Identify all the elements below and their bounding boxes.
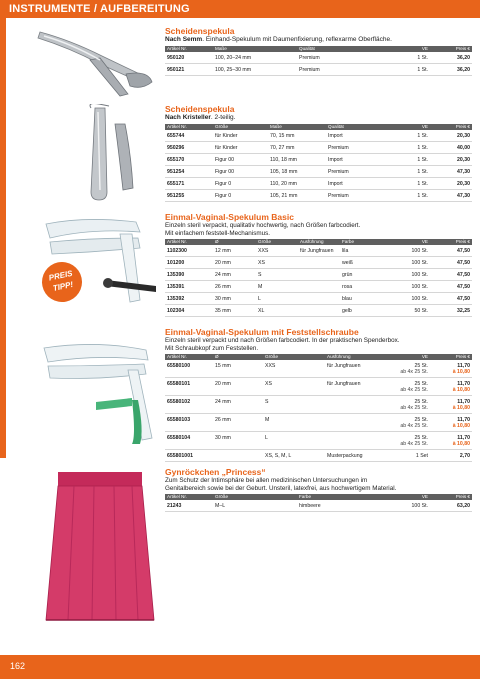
table-row: 950121 100, 25–30 mm Premium 1 St. 36,20 <box>165 64 472 76</box>
table-row: 102304 35 mm XL gelb 50 St. 32,25 <box>165 305 472 317</box>
table-header-row: Artikel Nr. Ø Größe Ausführung Farbe VE Preis € <box>167 239 470 245</box>
section-screw <box>165 327 472 462</box>
gyn-skirt-image <box>40 468 160 628</box>
table-row: 950296 für Kinder 70, 27 mm Premium 1 St. 40,00 <box>165 142 472 154</box>
section-subtitle: Nach Semm. Einhand-Spekulum mit Daumenfixierung, reflexarme Oberfläche. <box>165 36 392 43</box>
section-kristeller <box>165 104 472 202</box>
table-header-row: Artikel Nr. Größe Maße Qualität VE Preis € <box>167 124 470 129</box>
section-description: Mit Schraubkopf zum Feststellen. <box>165 344 259 352</box>
product-table <box>165 46 472 76</box>
product-table <box>165 124 472 202</box>
table-row: 65580101 20 mm XS für Jungfrauen 25 St. ab 4x 25 St. 11,70 à 10,80 <box>165 378 472 396</box>
section-subtitle: Nach Kristeller. 2-teilig. <box>165 114 236 121</box>
table-row: 655170 Figur 00 110, 18 mm Import 1 St. 20,30 <box>165 154 472 166</box>
table-header-row: Artikel Nr. Maße Qualität VE Preis € <box>167 46 470 51</box>
table-header-row: Artikel Nr. Größe Farbe VE Preis € <box>167 494 470 500</box>
table-row: 951254 Figur 00 105, 18 mm Premium 1 St. 47,30 <box>165 166 472 178</box>
table-row: 65580102 24 mm S 25 St. ab 4x 25 St. 11,70 à 10,80 <box>165 396 472 414</box>
table-row: 951255 Figur 0 105, 21 mm Premium 1 St. 47,30 <box>165 190 472 202</box>
page-footer <box>0 655 480 679</box>
page-number: 162 <box>10 661 26 671</box>
speculum-screw-image <box>36 340 161 450</box>
section-title: Einmal-Vaginal-Spekulum Basic <box>165 212 294 222</box>
section-gynroeckchen <box>165 467 472 512</box>
section-basic <box>165 212 472 317</box>
section-title: Scheidenspekula <box>165 104 235 114</box>
speculum-kristeller-image <box>85 104 145 204</box>
speculum-semm-image <box>30 30 155 100</box>
product-table <box>165 494 472 512</box>
section-description: Mit einfachem feststell-Mechanismus. <box>165 229 270 237</box>
table-row: 101200 20 mm XS weiß 100 St. 47,50 <box>165 257 472 269</box>
side-accent-bar <box>0 18 6 458</box>
table-row: 135390 24 mm S grün 100 St. 47,50 <box>165 269 472 281</box>
page-header <box>0 0 480 18</box>
product-table <box>165 239 472 317</box>
table-row: 655171 Figur 0 110, 20 mm Import 1 St. 20,30 <box>165 178 472 190</box>
table-row: 65580100 15 mm XXS für Jungfrauen 25 St. ab 4x 25 St. 11,70 à 10,80 <box>165 360 472 378</box>
table-row: 135391 26 mm M rosa 100 St. 47,50 <box>165 281 472 293</box>
table-row: 950120 100, 20–24 mm Premium 1 St. 36,20 <box>165 52 472 64</box>
table-row: 135392 30 mm L blau 100 St. 47,50 <box>165 293 472 305</box>
table-row: 655744 für Kinder 70, 15 mm Import 1 St. 20,30 <box>165 130 472 142</box>
section-description: Genitalbereich sowie bei der Geburt. Unsteril, latexfrei, aus hochwertigem Material. <box>165 484 397 492</box>
table-row: 65580103 26 mm M 25 St. ab 4x 25 St. 11,70 à 10,80 <box>165 414 472 432</box>
price-tip-badge: PREIS TIPP! <box>38 258 85 305</box>
page-title: INSTRUMENTE / AUFBEREITUNG <box>9 3 190 15</box>
product-table <box>165 354 472 462</box>
section-title: Einmal-Vaginal-Spekulum mit Feststellschraube <box>165 327 359 337</box>
section-description: Einzeln steril verpackt und nach Größen farbcodiert. In der praktischen Spenderbox. <box>165 337 400 344</box>
table-row: 1102300 12 mm XXS für Jungfrauen lila 100 St. 47,50 <box>165 245 472 257</box>
table-header-row: Artikel Nr. Ø Größe Ausführung VE Preis € <box>167 354 470 360</box>
section-title: Scheidenspekula <box>165 26 235 36</box>
table-row: 655801001 XS, S, M, L Musterpackung 1 Set 2,70 <box>165 450 472 462</box>
section-title: Gynröckchen „Princess“ <box>165 467 266 477</box>
section-description: Zum Schutz der Intimsphäre bei allen medizinischen Untersuchungen im <box>165 477 368 484</box>
table-row: 21243 M–L himbeere 100 St. 63,20 <box>165 500 472 512</box>
section-semm <box>165 26 472 76</box>
table-row: 65580104 30 mm L 25 St. ab 4x 25 St. 11,70 à 10,80 <box>165 432 472 450</box>
section-description: Einzeln steril verpackt, qualitativ hochwertig, nach Größen farbcodiert. <box>165 222 361 229</box>
